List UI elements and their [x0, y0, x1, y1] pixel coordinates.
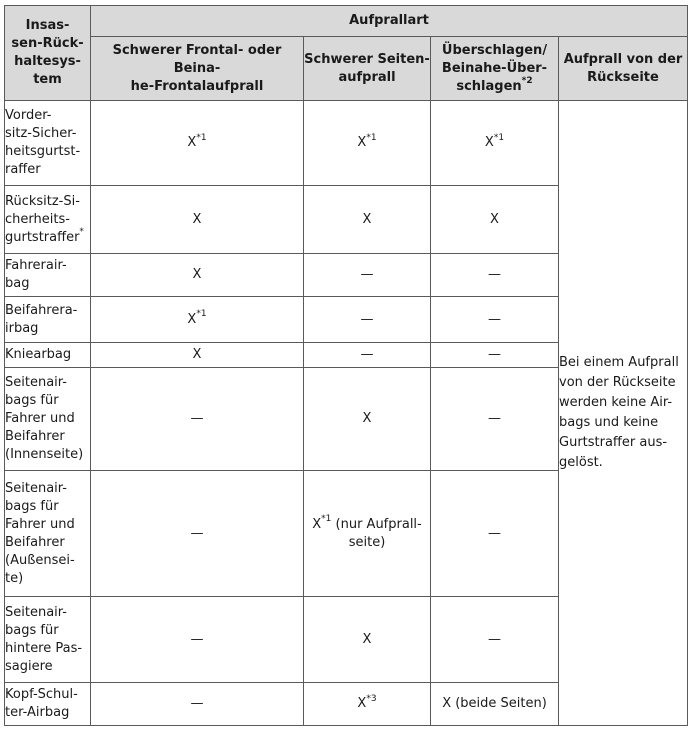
row-label: Rücksitz-Si- cherheits- gurtstraffer*: [5, 186, 91, 254]
cell-c1: $X^{*1}$: [91, 297, 304, 343]
cell-c2: —: [304, 297, 431, 343]
cell-c3: —: [431, 368, 559, 471]
row-label: Fahrerair- bag: [5, 254, 91, 297]
row-label: Beifahrera- irbag: [5, 297, 91, 343]
footnote-marker: *1: [321, 514, 332, 525]
footnote-marker: *1: [196, 309, 207, 320]
cell-c2: $X^{*1}$: [304, 101, 431, 186]
cell-c1: —: [91, 683, 304, 726]
cell-c3: —: [431, 254, 559, 297]
cell-c3: —: [431, 597, 559, 683]
rear-impact-note: Bei einem Aufprall von der Rückseite werden keine Air- bags und keine Gurtstraffer aus- gelöst.: [559, 101, 688, 726]
footnote-marker: *3: [366, 693, 377, 704]
cell-c2: X: [304, 186, 431, 254]
cell-c2: X: [304, 368, 431, 471]
cell-c2: —: [304, 254, 431, 297]
cell-c2: $X^{*1}$ (nur Aufprall- seite): [304, 471, 431, 597]
row-label: Seitenair- bags für hintere Pas- sagiere: [5, 597, 91, 683]
cell-c2: X: [304, 597, 431, 683]
cell-c1: X: [91, 186, 304, 254]
cell-c3: X (beide Seiten): [431, 683, 559, 726]
cell-c1: X: [91, 254, 304, 297]
header-frontal-impact: Schwerer Frontal- oder Beina- he-Frontalaufprall: [91, 37, 304, 101]
header-rollover: Überschlagen/ Beinahe-Über- schlagen$^{*2}$: [431, 37, 559, 101]
cell-c1: —: [91, 597, 304, 683]
row-label: Kniearbag: [5, 343, 91, 368]
row-label: Kopf-Schul- ter-Airbag: [5, 683, 91, 726]
table-row-front-belt-pretensioner: [5, 101, 688, 186]
cell-c3: —: [431, 297, 559, 343]
cell-c2: $X^{*3}$: [304, 683, 431, 726]
restraint-system-table: [4, 5, 688, 726]
header-restraint-system: Insas- sen-Rück- haltesys- tem: [5, 6, 91, 101]
row-label: Seitenair- bags für Fahrer und Beifahrer (Außensei- te): [5, 471, 91, 597]
footnote-marker: *1: [366, 132, 377, 143]
cell-c1: —: [91, 368, 304, 471]
cell-c2: —: [304, 343, 431, 368]
cell-c3: —: [431, 471, 559, 597]
header-impact-type: Aufprallart: [91, 6, 688, 37]
header-rear-impact: Aufprall von der Rückseite: [559, 37, 688, 101]
header-side-impact: Schwerer Seiten- aufprall: [304, 37, 431, 101]
rollover-footnote: *2: [521, 76, 533, 87]
cell-c1: —: [91, 471, 304, 597]
footnote-marker: *: [79, 227, 84, 238]
cell-c3: X: [431, 186, 559, 254]
cell-c1: X: [91, 343, 304, 368]
footnote-marker: *1: [196, 132, 207, 143]
cell-c1: $X^{*1}$: [91, 101, 304, 186]
cell-c3: $X^{*1}$: [431, 101, 559, 186]
cell-c3: —: [431, 343, 559, 368]
row-label: Seitenair- bags für Fahrer und Beifahrer (Innenseite): [5, 368, 91, 471]
row-label: Vorder- sitz-Sicher- heitsgurtst- raffer: [5, 101, 91, 186]
footnote-marker: *1: [493, 132, 505, 143]
